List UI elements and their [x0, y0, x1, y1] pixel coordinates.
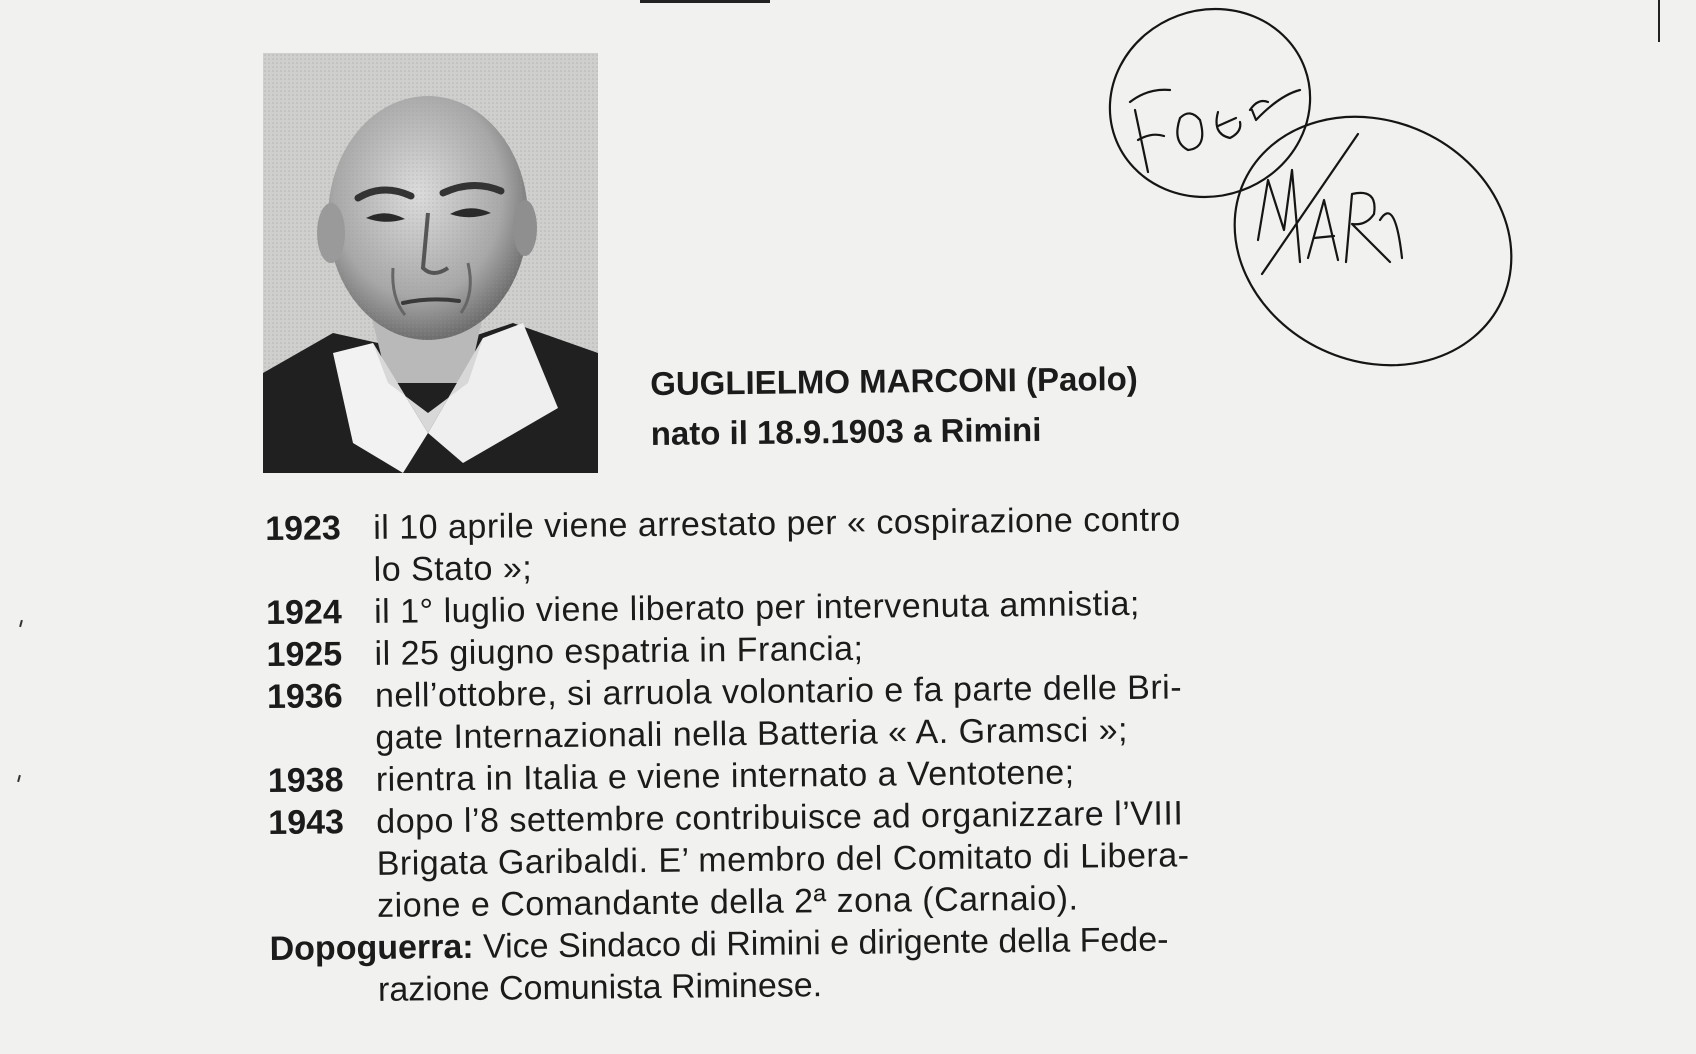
timeline	[265, 496, 1420, 1012]
person-birth: nato il 18.9.1903 a Rimini	[650, 410, 1042, 452]
entry-text: dopo l’8 settembre contribuisce ad organizzare l’VIII Brigata Garibaldi. E’ membro del Comitato di Libera- zione e Comandante della 2ª zona (Carnaio).	[376, 794, 1190, 925]
entry-year: 1923	[265, 509, 342, 548]
timeline-entry	[267, 664, 1418, 760]
speck	[17, 775, 21, 782]
entry-text: il 10 aprile viene arrestato per « cospirazione contro lo Stato »;	[373, 500, 1181, 589]
handwritten-annotation	[1090, 0, 1530, 390]
page-edge-top	[640, 0, 770, 3]
portrait-photo	[263, 53, 598, 473]
entry-year: 1938	[267, 761, 344, 800]
entry-text: il 1° luglio viene liberato per intervenuta amnistia;	[373, 584, 1141, 631]
person-name: GUGLIELMO MARCONI (Paolo)	[650, 359, 1139, 402]
postwar-label: Dopoguerra:	[269, 927, 474, 968]
entry-year: 1943	[268, 803, 345, 842]
postwar-text-line1: Vice Sindaco di Rimini e dirigente della Fede-	[473, 920, 1169, 966]
timeline-entry	[265, 496, 1416, 592]
entry-text: il 25 giugno espatria in Francia;	[374, 629, 864, 673]
entry-text: rientra in Italia e viene internato a Ventotene;	[375, 753, 1075, 799]
entry-year: 1936	[266, 677, 343, 716]
person-header	[650, 358, 1351, 453]
entry-text: nell’ottobre, si arruola volontario e fa parte delle Bri- gate Internazionali nella Batteria « A. Gramsci »;	[374, 668, 1183, 757]
timeline-entry	[268, 790, 1419, 928]
entry-year: 1925	[266, 635, 343, 674]
page-edge-right	[1658, 0, 1660, 42]
postwar-entry	[269, 916, 1420, 1012]
speck	[19, 620, 23, 627]
postwar-text-line2: razione Comunista Riminese.	[377, 966, 823, 1009]
entry-year: 1924	[265, 593, 342, 632]
